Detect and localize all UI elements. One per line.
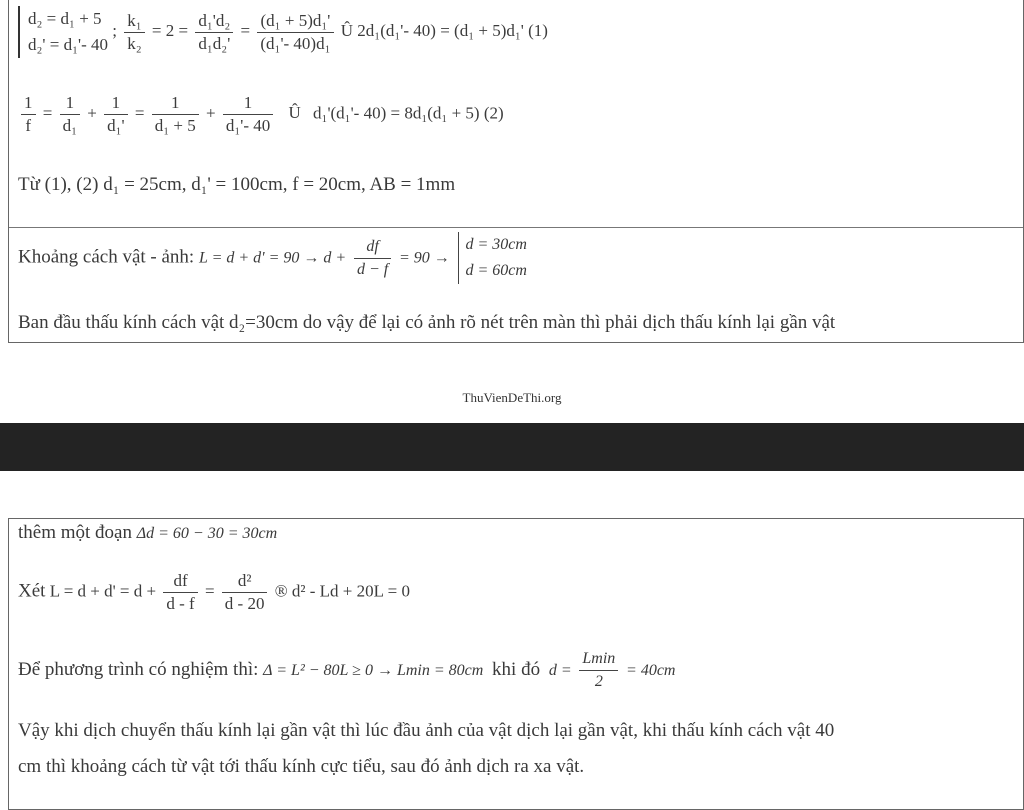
consider-label: Xét [18,580,46,602]
equation-2-result: d₁'(d₁'- 40) = 8d₁(d₁ + 5) (2) [313,103,504,123]
separator: ; [112,20,117,40]
distance-eq-tail: = 90 → [398,249,450,267]
conclusion-line-2: cm thì khoảng cách từ vật tới thấu kính cực tiểu, sau đó ảnh dịch ra xa vật. [18,756,585,777]
d-equals-lead: d = [548,661,572,679]
page-break-band [0,423,1024,471]
fraction-1-over-d1-minus-40: $\frac{1}{\text{d₁'- 40}}$ [223,92,273,137]
plus: + [87,103,97,123]
solution-1: d = 30cm [465,236,527,253]
fraction-df-over-d-minus-f: $\frac{df}{d - f}$ [354,236,391,281]
discriminant-math: Δ = L² − 80L ≥ 0 → Lmin = 80cm [263,661,484,679]
delta-d-label: thêm một đoạn [18,522,132,543]
explanation-line: Ban đầu thấu kính cách vật d₂=30cm do vậy để lại có ảnh rõ nét trên màn thì phải dịch thấu kính lại gần vật [18,312,836,333]
equals-two: = 2 = [151,20,189,40]
equivalence-symbol: Û [288,103,301,123]
system-eq-b: d₂' = d₁'- 40 [28,35,108,54]
consider-lead: L = d + d' = d + [49,581,157,601]
fraction-substituted: $\frac{\text{(d₁ + 5)d₁'}}{\text{(d₁'- 40)d₁}}$ [257,10,333,55]
fraction-d-ratio: $\frac{\text{d₁'d₂}}{\text{d₁d₂'}}$ [195,10,233,55]
equals: = [240,20,251,40]
equals: = [204,581,215,601]
cell-separator [9,227,1023,228]
fraction-df-over-d-minus-f-lower: $\frac{df}{d - f}$ [163,570,197,615]
result-line: Từ (1), (2) d₁ = 25cm, d₁' = 100cm, f = 20cm, AB = 1mm [18,174,456,195]
fraction-k: $\frac{\text{k₁}}{\text{k₂}}$ [124,10,144,55]
solutions-bracket [458,232,526,284]
delta-d-math: Δd = 60 − 30 = 30cm [136,525,278,542]
equation-1-result: 2d₁(d₁'- 40) = (d₁ + 5)d₁' (1) [357,20,548,40]
distance-equation-row [18,232,527,284]
equals: = [134,103,145,123]
fraction-1-over-d1: $\frac{1}{\text{d₁}}$ [60,92,80,137]
condition-label: Để phương trình có nghiệm thì: [18,658,259,680]
fraction-1-over-d1-prime: $\frac{1}{\text{d₁'}}$ [104,92,128,137]
system-eq-a: d₂ = d₁ + 5 [28,9,102,28]
conclusion-line-1: Vậy khi dịch chuyển thấu kính lại gần vật thì lúc đầu ảnh của vật dịch lại gần vật, khi thấu kính cách vật 40 [18,720,835,741]
fraction-1-over-d1-plus-5: $\frac{1}{\text{d₁ + 5}}$ [152,92,199,137]
consider-equation-row [18,570,410,615]
equivalence-symbol: Û [340,20,354,40]
equals: = [42,103,53,123]
solution-2: d = 60cm [465,262,527,279]
fraction-lmin-over-2: $\frac{Lmin}{2}$ [579,648,618,693]
fraction-d2-over-d-minus-20: $\frac{\text{d²}}{d - 20}$ [222,570,268,615]
equation-row-2 [18,92,504,137]
distance-label: Khoảng cách vật - ảnh: [18,246,195,268]
condition-row [18,648,675,693]
condition-mid: khi đó [492,658,541,680]
plus: + [205,103,216,123]
fraction-1-over-f: $\frac{1}{f}$ [21,92,36,137]
site-watermark: ThuVienDeThi.org [462,390,562,405]
system-brace [18,6,108,58]
equation-row-1 [18,6,548,58]
d-equals-tail: = 40cm [626,661,676,679]
quadratic-result: ® d² - Ld + 20L = 0 [274,581,410,601]
distance-eq-lead: L = d + d' = 90 → d + [198,249,347,267]
delta-d-line [18,522,277,544]
